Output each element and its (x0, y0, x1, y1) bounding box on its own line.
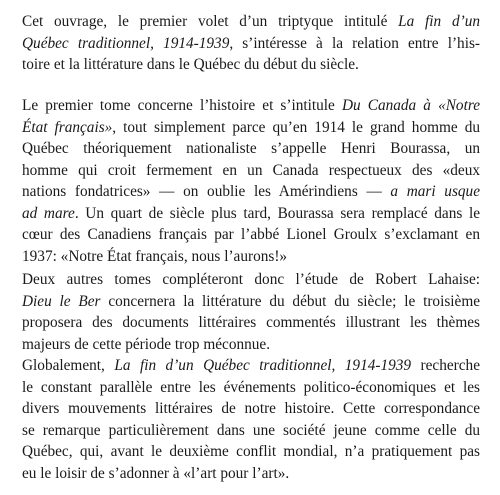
text-run: Le premier tome concerne l’histoire et s’intitule (22, 97, 342, 114)
text-line (22, 355, 480, 377)
text-line (22, 160, 480, 182)
italic-text: a mari usque (390, 183, 480, 200)
text-run: Cet ouvrage, le premier volet d’un triptyque intitulé (22, 13, 399, 30)
text-line (22, 11, 480, 33)
paragraph-4 (22, 355, 480, 484)
text-run: se remarque particulièrement dans une société jeune comme celle du (22, 421, 480, 439)
text-run: nations fondatrices» — on oublie les Amérindiens — (22, 183, 391, 200)
text-run: concernera la littérature du début du siècle; le troisième (100, 292, 481, 310)
text-line (22, 138, 480, 160)
text-run: eu le loisir de s’adonner à «l’art pour l’art». (22, 464, 290, 482)
text-line (22, 246, 480, 268)
text-run: homme qui croit fermement en un Canada respectueux des «deux (22, 161, 480, 179)
text-line (22, 269, 480, 291)
text-run: toire et la littérature dans le Québec du début du siècle. (22, 56, 359, 73)
text-line (22, 95, 480, 117)
text-run: cœur des Canadiens français par l’abbé Lionel Groulx s’exclamant en (22, 226, 480, 243)
text-line (22, 398, 480, 420)
text-line (22, 181, 480, 203)
text-line (22, 117, 480, 139)
text-line (22, 312, 480, 334)
italic-text: État français» (22, 118, 113, 136)
italic-text: Québec traditionnel, 1914-1939 (22, 34, 230, 52)
italic-text: Du Canada à «Notre (341, 97, 480, 114)
text-line (22, 33, 480, 55)
text-run: majeurs de cette période trop méconnue. (22, 335, 271, 353)
paragraph-3 (22, 269, 480, 355)
text-run: , s’intéresse à la relation entre l’his- (229, 34, 480, 52)
text-run: . Un quart de siècle plus tard, Bourassa sera remplacé dans le (74, 204, 480, 222)
italic-text: La fin d’un (398, 13, 480, 30)
text-run: proposera des documents littéraires commentés illustrant les thèmes (22, 314, 480, 331)
italic-text: La fin d’un Québec traditionnel, 1914-1939 (114, 357, 412, 374)
text-line (22, 224, 480, 246)
paragraph-2 (22, 95, 480, 267)
text-run: Globalement, (22, 357, 115, 374)
text-run: Deux autres tomes compléteront donc l’étude de Robert Lahaise: (22, 271, 480, 288)
text-line (22, 463, 480, 485)
text-run: divers mouvements littéraires de notre histoire. Cette correspondance (22, 400, 480, 417)
text-line (22, 291, 480, 313)
text-line (22, 54, 480, 76)
text-line (22, 203, 480, 225)
text-line (22, 441, 480, 463)
text-run: Québec, qui, avant le deuxième conflit mondial, n’a pratiquement pas (22, 443, 480, 460)
italic-text: Dieu le Ber (22, 292, 101, 310)
text-line (22, 420, 480, 442)
text-run: recherche (411, 357, 480, 374)
text-run: 1937: «Notre État français, nous l’aurons!» (22, 247, 288, 265)
text-line (22, 377, 480, 399)
text-run: Québec théoriquement nationaliste s’appelle Henri Bourassa, un (22, 140, 480, 157)
text-line (22, 334, 480, 356)
paragraph-1 (22, 11, 480, 76)
italic-text: ad mare (22, 204, 75, 222)
text-run: , tout simplement parce qu’en 1914 le grand homme du (112, 118, 480, 136)
text-run: le constant parallèle entre les événements politico-économiques et les (22, 378, 480, 396)
